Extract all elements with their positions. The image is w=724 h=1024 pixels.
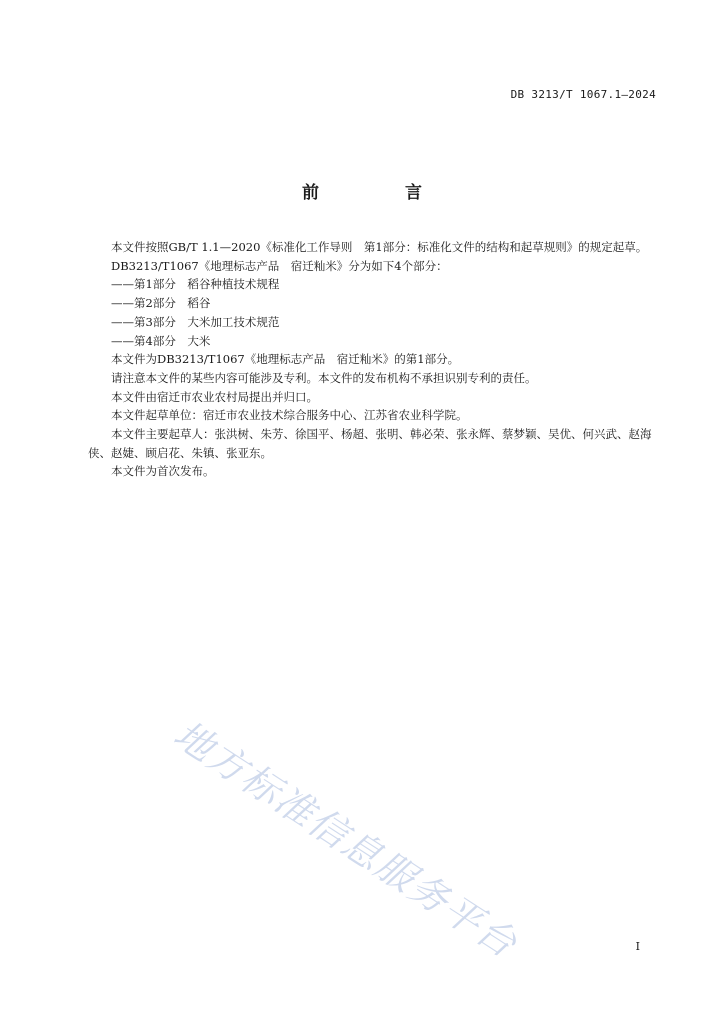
- list-item: ——第4部分 大米: [111, 333, 211, 348]
- document-code: DB 3213/T 1067.1—2024: [510, 88, 656, 101]
- list-item: ——第3部分 大米加工技术规范: [111, 314, 280, 329]
- paragraph-drafting-units: 本文件起草单位：宿迁市农业技术综合服务中心、江苏省农业科学院。: [111, 408, 468, 423]
- paragraph-part-statement: 本文件为DB3213/T1067《地理标志产品 宿迁籼米》的第1部分。: [111, 352, 460, 367]
- paragraph-patent-notice: 请注意本文件的某些内容可能涉及专利。本文件的发布机构不承担识别专利的责任。: [111, 370, 537, 385]
- paragraph-proposer: 本文件由宿迁市农业农村局提出并归口。: [111, 389, 318, 404]
- paragraph-parts-intro: DB3213/T1067《地理标志产品 宿迁籼米》分为如下4个部分：: [111, 258, 448, 273]
- paragraph-drafters: 本文件主要起草人：张洪树、朱芳、徐国平、杨超、张明、韩必荣、张永辉、蔡梦颖、吴优、何兴武、赵海侠、赵婕、顾启花、朱镇、张亚东。: [88, 427, 652, 460]
- page-number: I: [635, 940, 640, 953]
- page-title: 前 言: [302, 183, 462, 203]
- watermark: 地方标准信息服务平台: [166, 711, 526, 967]
- foreword-body: [88, 238, 658, 481]
- list-item: ——第2部分 稻谷: [111, 296, 211, 311]
- list-item: ——第1部分 稻谷种植技术规程: [111, 277, 280, 292]
- paragraph-drafting-basis: 本文件按照GB/T 1.1—2020《标准化工作导则 第1部分：标准化文件的结构和起草规则》的规定起草。: [111, 240, 648, 254]
- paragraph-first-release: 本文件为首次发布。: [111, 464, 215, 479]
